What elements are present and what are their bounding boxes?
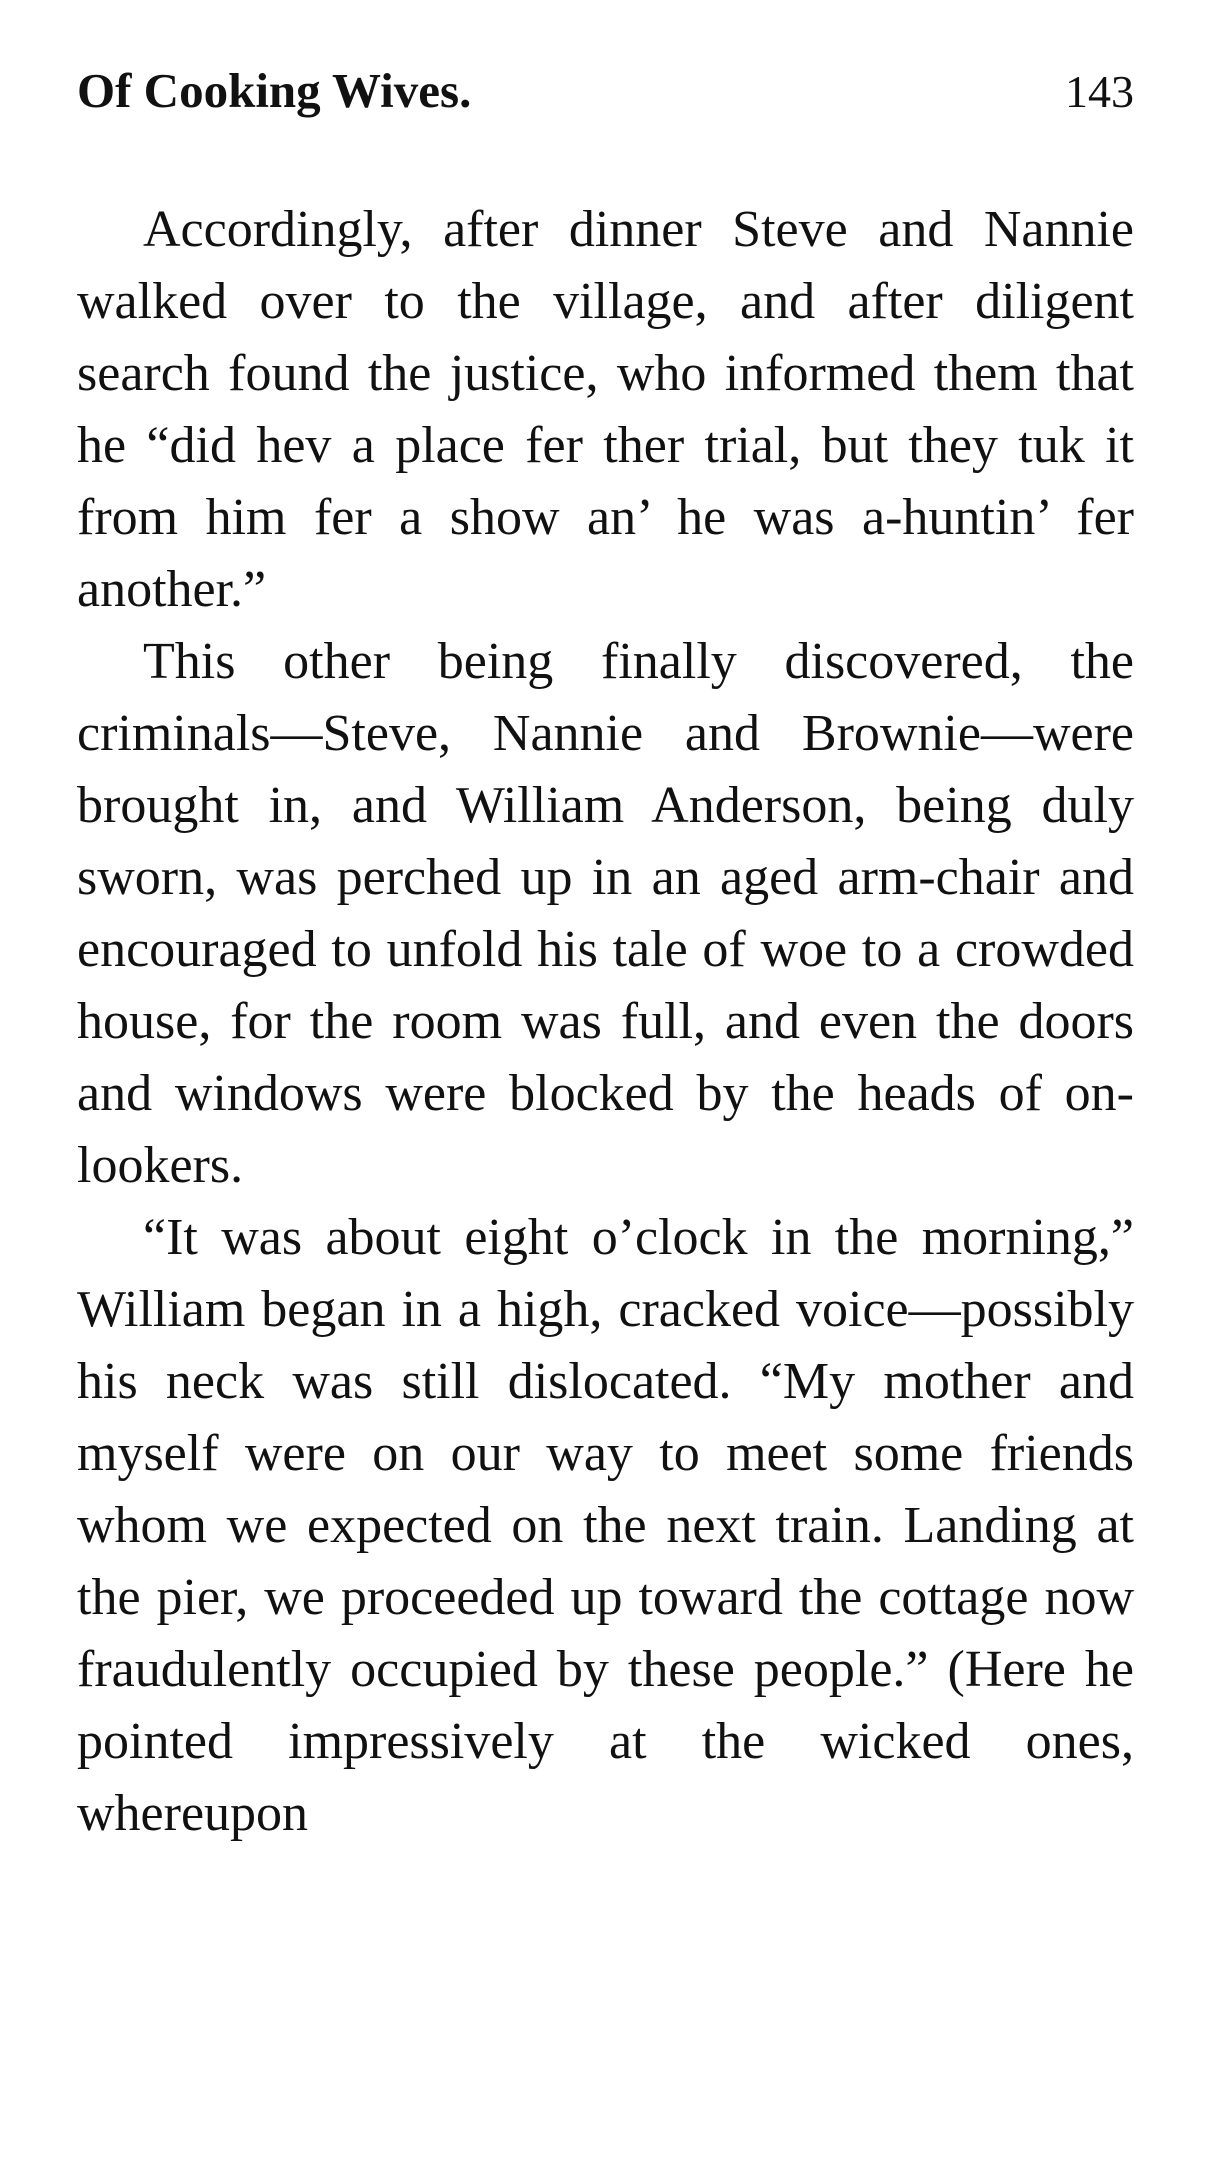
paragraph-2: This other being finally discovered, the criminals—Steve, Nannie and Brownie—were brought in, and William Anderson, being duly sworn, was perched up in an aged arm-chair and encouraged to unfold his tale of woe to a crowded house, for the room was full, and even the doors and windows were blocked by the heads of on-lookers. <box>77 633 1134 1194</box>
book-page <box>77 62 1134 1850</box>
running-title: Of Cooking Wives. <box>77 63 472 118</box>
paragraph-1: Accordingly, after dinner Steve and Nannie walked over to the village, and after diligent search found the justice, who informed them that he “did hev a place fer ther trial, but they tuk it from him fer a show an’ he was a-huntin’ fer another.” <box>77 201 1134 618</box>
page-number: 143 <box>1065 66 1134 117</box>
paragraph-3: “It was about eight o’clock in the morning,” William began in a high, cracked voice—possibly his neck was still dislocated. “My mother and myself were on our way to meet some friends whom we expected on the next train. Landing at the pier, we proceeded up toward the cottage now fraudulently occupied by these people.” (Here he pointed impressively at the wicked ones, whereupon <box>77 1209 1134 1842</box>
running-head <box>77 62 1134 142</box>
body-text <box>77 194 1134 1850</box>
